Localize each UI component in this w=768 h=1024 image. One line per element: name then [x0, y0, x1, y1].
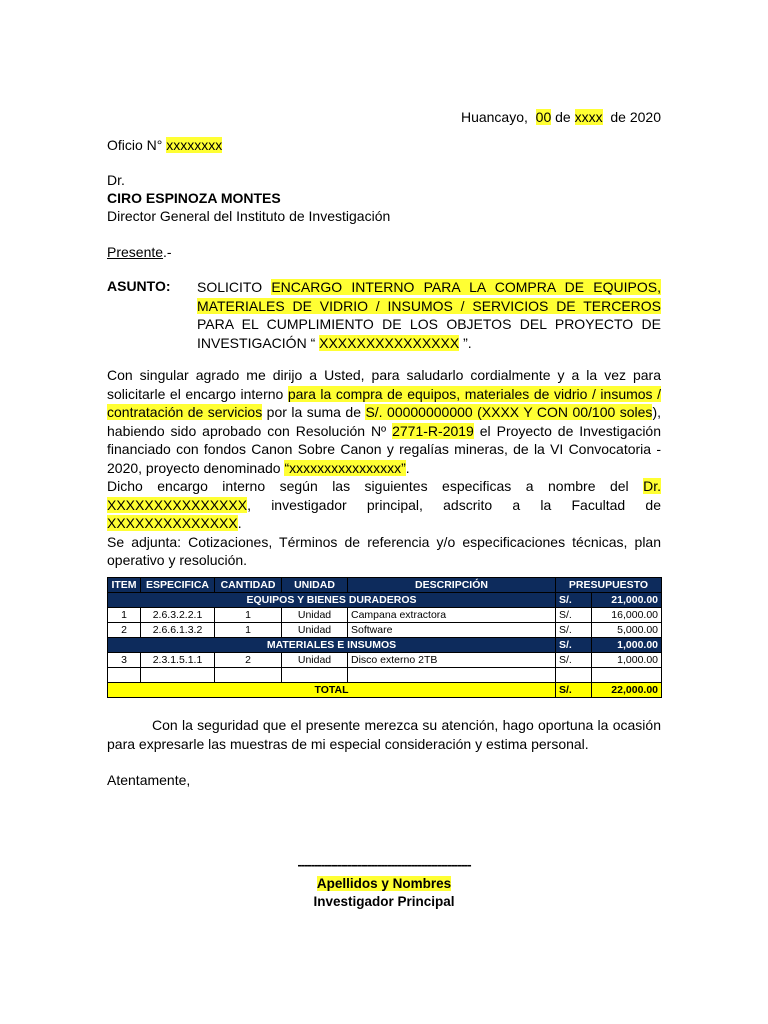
asunto-highlight-1: ENCARGO INTERNO PARA LA COMPRA DE EQUIPOS, MATERIALES DE VIDRIO / INSUMOS / SERVICIOS DE TERCEROS [197, 279, 661, 314]
signature-line: ---------------------------------------------------- [297, 857, 471, 872]
body-paragraph-2 [107, 477, 661, 533]
header-presupuesto: PRESUPUESTO [556, 578, 662, 593]
header-cantidad: CANTIDAD [215, 578, 282, 593]
total-amount: 22,000.00 [592, 683, 662, 698]
p2-b: Dr. XXXXXXXXXXXXXXX [107, 478, 661, 513]
section-row [108, 638, 662, 653]
cell-item: 1 [108, 608, 141, 623]
signature-name [276, 876, 492, 891]
cell-amount: 16,000.00 [592, 608, 662, 623]
city: Huancayo, [460, 109, 528, 125]
empty-cell [108, 668, 141, 683]
header-unidad: UNIDAD [282, 578, 348, 593]
presente-word: Presente [107, 244, 164, 260]
cell-especifica: 2.6.6.1.3.2 [141, 623, 215, 638]
section-currency: S/. [556, 593, 592, 608]
signature-role: Investigador Principal [313, 894, 455, 909]
section-amount: 1,000.00 [592, 638, 662, 653]
header-especifica: ESPECIFICA [141, 578, 215, 593]
closing-paragraph: Con la seguridad que el presente merezca su atención, hago oportuna la ocasión para expresarle las muestras de mi especial consideración y estima personal. [107, 717, 661, 752]
oficio-label: Oficio N° [107, 137, 163, 153]
cell-item: 3 [108, 653, 141, 668]
p2-e: . [237, 515, 242, 531]
addressee-name: CIRO ESPINOZA MONTES [107, 190, 281, 206]
oficio-line [107, 137, 222, 153]
p2-a: Dicho encargo interno según las siguientes especificas a nombre del [107, 478, 644, 494]
p1-e: ), habiendo sido aprobado con Resolución Nº [107, 404, 661, 439]
section-amount: 21,000.00 [592, 593, 662, 608]
empty-cell [348, 668, 556, 683]
cell-unidad: Unidad [282, 608, 348, 623]
budget-table [107, 577, 662, 698]
section-title: MATERIALES E INSUMOS [108, 638, 556, 653]
p1-a: Con singular agrado me dirijo a Usted, para saludarlo cordialmente y a la vez para solicitarle el encargo interno [107, 367, 661, 402]
asunto-label: ASUNTO: [107, 278, 171, 294]
cell-especifica: 2.6.3.2.2.1 [141, 608, 215, 623]
cell-especifica: 2.3.1.5.1.1 [141, 653, 215, 668]
empty-cell [141, 668, 215, 683]
empty-cell [556, 668, 592, 683]
cell-item: 2 [108, 623, 141, 638]
p1-b: para la compra de equipos, materiales de vidrio / insumos / contratación de servicios [107, 385, 661, 420]
cell-unidad: Unidad [282, 653, 348, 668]
presente-suffix: .- [163, 244, 172, 260]
body-text [107, 366, 661, 570]
empty-cell [215, 668, 282, 683]
section-title: EQUIPOS Y BIENES DURADEROS [108, 593, 556, 608]
body-paragraph-3: Se adjunta: Cotizaciones, Términos de referencia y/o especificaciones técnicas, plan operativo y resolución. [107, 533, 661, 568]
total-label: TOTAL [108, 683, 556, 698]
de-1: de [555, 109, 571, 125]
p1-c: por la suma de [262, 404, 366, 420]
total-row [108, 683, 662, 698]
section-row [108, 593, 662, 608]
asunto-part-3: PARA EL CUMPLIMIENTO DE LOS OBJETOS DEL PROYECTO DE INVESTIGACIÓN “ [197, 316, 661, 351]
cell-unidad: Unidad [282, 623, 348, 638]
p1-h: “xxxxxxxxxxxxxxxx” [284, 459, 406, 476]
signature-name-text: Apellidos y Nombres [316, 876, 452, 891]
p1-g: el Proyecto de Investigación financiado con fondos Canon Sobre Canon y regalías mineras, de la VI Convocatoria - 2020, proyecto denominado [107, 422, 661, 476]
cell-cantidad: 1 [215, 608, 282, 623]
section-currency: S/. [556, 638, 592, 653]
cell-cantidad: 1 [215, 623, 282, 638]
total-currency: S/. [556, 683, 592, 698]
p2-d: XXXXXXXXXXXXXX [107, 515, 238, 531]
asunto-text [197, 278, 661, 352]
table-row [108, 608, 662, 623]
cell-currency: S/. [556, 653, 592, 668]
header-item: ITEM [108, 578, 141, 593]
table-header-row [108, 578, 662, 593]
asunto-highlight-2: XXXXXXXXXXXXXXX [319, 334, 460, 351]
cell-descripcion: Campana extractora [348, 608, 556, 623]
cell-currency: S/. [556, 623, 592, 638]
body-paragraph-1 [107, 366, 661, 477]
p1-i: . [405, 459, 410, 476]
cell-cantidad: 2 [215, 653, 282, 668]
addressee-block [107, 171, 390, 225]
cell-amount: 5,000.00 [592, 623, 662, 638]
year: de 2020 [610, 109, 661, 125]
cell-descripcion: Software [348, 623, 556, 638]
asunto-part-1: SOLICITO [197, 279, 272, 295]
month: xxxx [574, 109, 603, 125]
oficio-number: xxxxxxxx [166, 137, 223, 153]
atentamente: Atentamente, [107, 772, 191, 788]
day: 00 [535, 109, 552, 125]
addressee-title: Dr. [107, 172, 125, 188]
cell-currency: S/. [556, 608, 592, 623]
table-row [108, 653, 662, 668]
empty-row [108, 668, 662, 683]
cell-amount: 1,000.00 [592, 653, 662, 668]
empty-cell [592, 668, 662, 683]
p2-c: , investigador principal, adscrito a la Facultad de [247, 496, 661, 513]
p1-d: S/. 00000000000 (XXXX Y CON 00/100 soles [365, 404, 653, 420]
date-line [461, 109, 661, 125]
cell-descripcion: Disco externo 2TB [348, 653, 556, 668]
addressee-position: Director General del Instituto de Investigación [107, 208, 391, 224]
asunto-part-5: ”. [459, 334, 472, 351]
empty-cell [282, 668, 348, 683]
p1-f: 2771-R-2019 [392, 422, 474, 439]
header-descripcion: DESCRIPCIÓN [348, 578, 556, 593]
table-row [108, 623, 662, 638]
presente-line [107, 244, 172, 260]
